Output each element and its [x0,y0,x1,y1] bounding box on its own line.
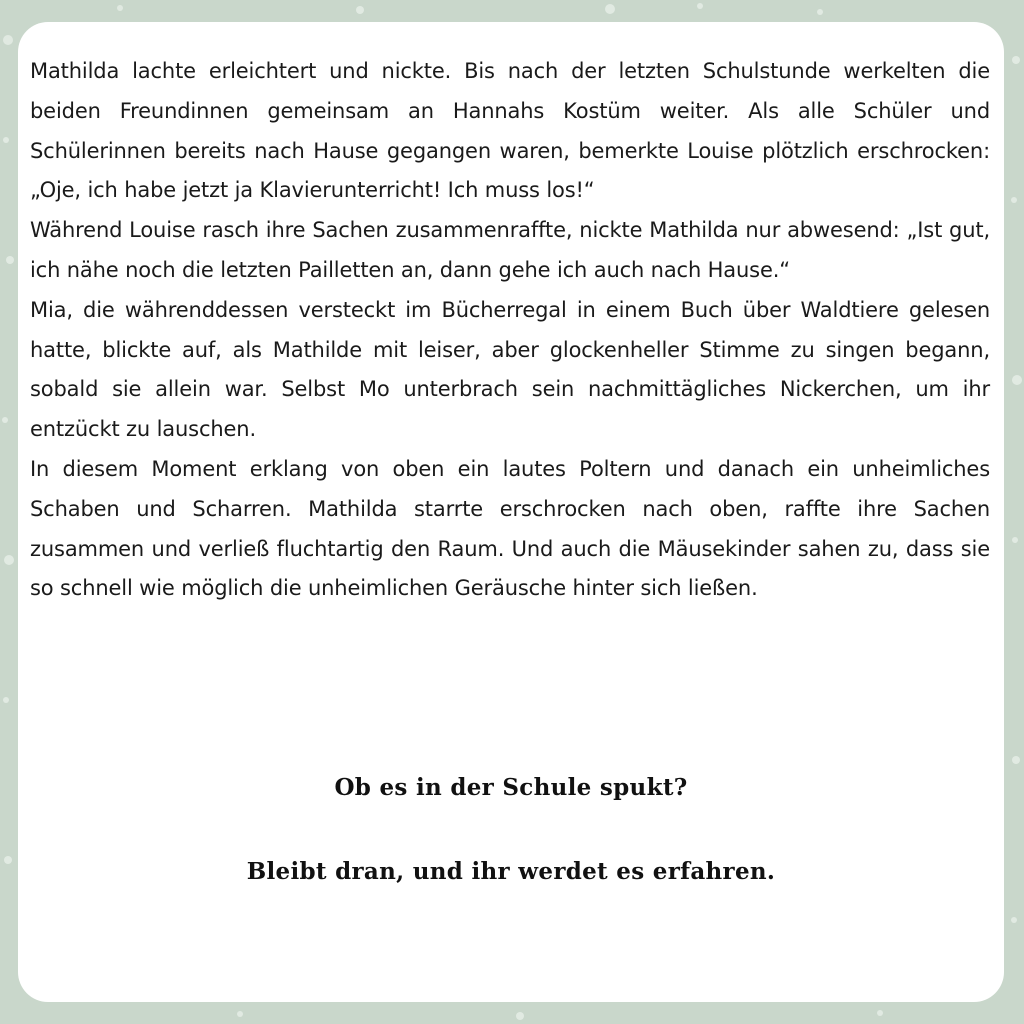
story-paragraph: Während Louise rasch ihre Sachen zusammenraffte, nickte Mathilda nur abwesend: „Ist gut, ich nähe noch die letzten Pailletten an, dann gehe ich auch nach Hause.“ [30,218,990,282]
closing-teaser: Bleibt dran, und ihr werdet es erfahren. [246,858,776,885]
story-card [18,22,1004,1002]
closing-question: Ob es in der Schule spukt? [334,774,688,801]
story-paragraph: In diesem Moment erklang von oben ein lautes Poltern und danach ein unheimliches Schaben und Scharren. Mathilda starrte erschrocken nach oben, raffte ihre Sachen zusammen und verließ fluchtartig den Raum. Und auch die Mäusekinder sahen zu, dass sie so schnell wie möglich die unheimlichen Geräusche hinter sich ließen. [30,456,990,601]
story-text [30,52,990,609]
story-paragraph: Mia, die währenddessen versteckt im Bücherregal in einem Buch über Waldtiere gelesen hatte, blickte auf, als Mathilde mit leiser, aber glockenheller Stimme zu singen begann, sobald sie allein war. Selbst Mo unterbrach sein nachmittägliches Nickerchen, um ihr entzückt zu lauschen. [30,297,990,442]
story-paragraph: Mathilda lachte erleichtert und nickte. Bis nach der letzten Schulstunde werkelten die beiden Freundinnen gemeinsam an Hannahs Kostüm weiter. Als alle Schüler und Schülerinnen bereits nach Hause gegangen waren, bemerkte Louise plötzlich erschrocken: „Oje, ich habe jetzt ja Klavierunterricht! Ich muss los!“ [30,59,990,203]
